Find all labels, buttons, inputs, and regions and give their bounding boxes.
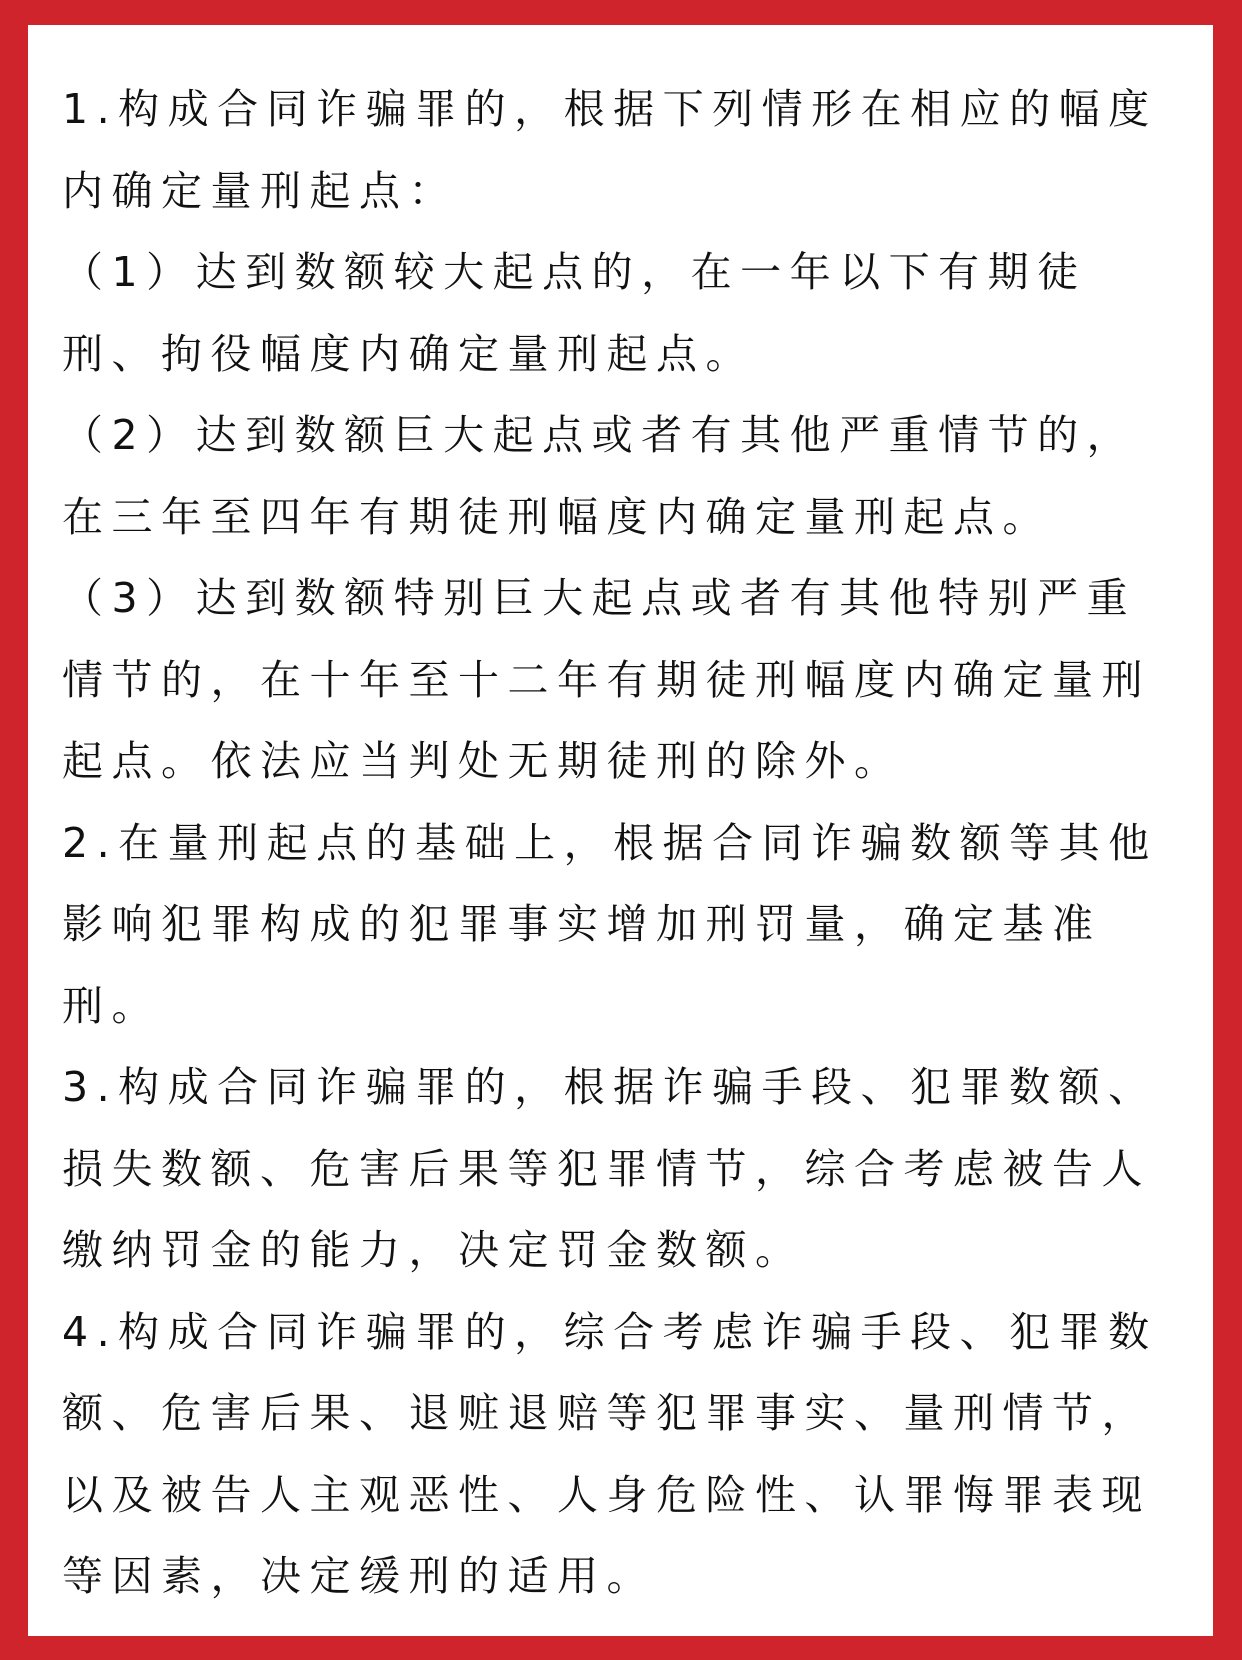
item-3-line-1: （3）达到数额特别巨大起点或者有其他特别严重 — [62, 574, 1137, 622]
paragraph-3-line-3: 缴纳罚金的能力，决定罚金数额。 — [62, 1226, 805, 1274]
paragraph-2-line-3: 刑。 — [62, 981, 161, 1030]
item-1-line-1: （1）达到数额较大起点的，在一年以下有期徒 — [62, 248, 1087, 296]
paragraph-1-line-2: 内确定量刑起点： — [62, 166, 458, 215]
paragraph-3-line-1: 3.构成合同诈骗罪的，根据诈骗手段、犯罪数额、 — [62, 1063, 1158, 1111]
paragraph-4-line-3: 以及被告人主观恶性、人身危险性、认罪悔罪表现 — [62, 1470, 1151, 1519]
item-3-line-2: 情节的，在十年至十二年有期徒刑幅度内确定量刑 — [62, 655, 1151, 704]
item-3-line-3: 起点。依法应当判处无期徒刑的除外。 — [62, 737, 904, 785]
paragraph-4-line-4: 等因素，决定缓刑的适用。 — [62, 1552, 656, 1600]
paragraph-4-line-1: 4.构成合同诈骗罪的，综合考虑诈骗手段、犯罪数 — [62, 1307, 1158, 1356]
document-panel — [28, 25, 1213, 1636]
item-1-line-2: 刑、拘役幅度内确定量刑起点。 — [62, 329, 755, 378]
item-2-line-2: 在三年至四年有期徒刑幅度内确定量刑起点。 — [62, 492, 1052, 541]
document-body — [62, 69, 1192, 1618]
paragraph-3-line-2: 损失数额、危害后果等犯罪情节，综合考虑被告人 — [62, 1144, 1151, 1193]
paragraph-1-line-1: 1.构成合同诈骗罪的，根据下列情形在相应的幅度 — [62, 85, 1158, 133]
item-2-line-1: （2）达到数额巨大起点或者有其他严重情节的， — [62, 411, 1137, 459]
paragraph-2-line-2: 影响犯罪构成的犯罪事实增加刑罚量，确定基准 — [62, 900, 1102, 948]
paragraph-4-line-2: 额、危害后果、退赃退赔等犯罪事实、量刑情节， — [62, 1389, 1151, 1437]
paragraph-2-line-1: 2.在量刑起点的基础上，根据合同诈骗数额等其他 — [62, 818, 1158, 867]
